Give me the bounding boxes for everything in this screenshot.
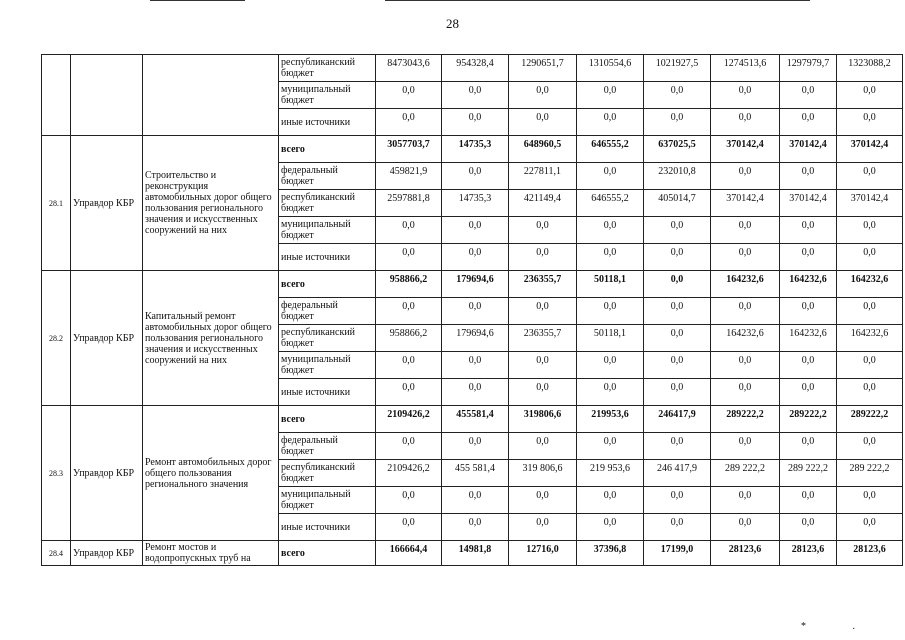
value-cell: 0,0 (837, 379, 903, 406)
funding-source-cell: всего (279, 271, 376, 298)
funding-source-cell: иные источники (279, 109, 376, 136)
value-cell: 0,0 (644, 217, 711, 244)
value-cell: 289222,2 (780, 406, 837, 433)
value-cell: 637025,5 (644, 136, 711, 163)
value-cell: 0,0 (644, 379, 711, 406)
row-index: 28.4 (42, 541, 71, 566)
value-cell: 219953,6 (577, 406, 644, 433)
value-cell: 646555,2 (577, 190, 644, 217)
value-cell: 0,0 (837, 217, 903, 244)
value-cell: 0,0 (376, 433, 442, 460)
value-cell: 958866,2 (376, 271, 442, 298)
value-cell: 370142,4 (780, 136, 837, 163)
value-cell: 455 581,4 (442, 460, 509, 487)
funding-source-cell: всего (279, 136, 376, 163)
value-cell: 0,0 (711, 352, 780, 379)
description-cell (143, 55, 279, 136)
value-cell: 0,0 (711, 163, 780, 190)
value-cell: 0,0 (577, 379, 644, 406)
value-cell: 0,0 (376, 379, 442, 406)
funding-source-cell: республиканский бюджет (279, 55, 376, 82)
value-cell: 0,0 (442, 244, 509, 271)
funding-source-cell: федеральный бюджет (279, 298, 376, 325)
funding-source-cell: иные источники (279, 514, 376, 541)
funding-source-cell: всего (279, 406, 376, 433)
value-cell: 164232,6 (711, 271, 780, 298)
value-cell: 0,0 (780, 379, 837, 406)
value-cell: 0,0 (442, 109, 509, 136)
value-cell: 459821,9 (376, 163, 442, 190)
value-cell: 0,0 (376, 514, 442, 541)
row-index: 28.1 (42, 136, 71, 271)
value-cell: 1323088,2 (837, 55, 903, 82)
value-cell: 0,0 (711, 433, 780, 460)
value-cell: 0,0 (509, 217, 577, 244)
funding-source-cell: республиканский бюджет (279, 325, 376, 352)
value-cell: 50118,1 (577, 325, 644, 352)
description-cell: Капитальный ремонт автомобильных дорог общего пользования регионального значения и искусственных сооружений на них (143, 271, 279, 406)
value-cell: 0,0 (780, 163, 837, 190)
value-cell: 236355,7 (509, 325, 577, 352)
funding-source-cell: муниципальный бюджет (279, 82, 376, 109)
value-cell: 0,0 (644, 298, 711, 325)
value-cell: 28123,6 (711, 541, 780, 566)
value-cell: 0,0 (644, 82, 711, 109)
value-cell: 3057703,7 (376, 136, 442, 163)
budget-table (41, 54, 903, 566)
value-cell: 0,0 (509, 433, 577, 460)
value-cell: 164232,6 (837, 271, 903, 298)
value-cell: 0,0 (442, 298, 509, 325)
value-cell: 17199,0 (644, 541, 711, 566)
value-cell: 0,0 (837, 244, 903, 271)
executor-cell: Управдор КБР (71, 136, 143, 271)
value-cell: 958866,2 (376, 325, 442, 352)
value-cell: 0,0 (376, 109, 442, 136)
value-cell: 0,0 (442, 487, 509, 514)
description-cell: Ремонт автомобильных дорог общего пользования регионального значения (143, 406, 279, 541)
value-cell: 1310554,6 (577, 55, 644, 82)
value-cell: 0,0 (577, 82, 644, 109)
value-cell: 0,0 (837, 82, 903, 109)
value-cell: 0,0 (577, 244, 644, 271)
value-cell: 0,0 (837, 298, 903, 325)
value-cell: 0,0 (780, 244, 837, 271)
value-cell: 179694,6 (442, 325, 509, 352)
value-cell: 0,0 (376, 298, 442, 325)
value-cell: 0,0 (442, 514, 509, 541)
value-cell: 421149,4 (509, 190, 577, 217)
value-cell: 0,0 (509, 244, 577, 271)
value-cell: 0,0 (577, 514, 644, 541)
value-cell: 246417,9 (644, 406, 711, 433)
executor-cell: Управдор КБР (71, 271, 143, 406)
value-cell: 0,0 (644, 271, 711, 298)
value-cell: 1021927,5 (644, 55, 711, 82)
executor-cell: Управдор КБР (71, 406, 143, 541)
value-cell: 2109426,2 (376, 460, 442, 487)
value-cell: 0,0 (837, 109, 903, 136)
value-cell: 164232,6 (837, 325, 903, 352)
funding-source-cell: республиканский бюджет (279, 190, 376, 217)
value-cell: 0,0 (780, 109, 837, 136)
description-cell: Строительство и реконструкция автомобильных дорог общего пользования регионального значения и искусственных сооружений на них (143, 136, 279, 271)
value-cell: 0,0 (644, 325, 711, 352)
value-cell: 14981,8 (442, 541, 509, 566)
table-row (42, 55, 903, 82)
value-cell: 0,0 (509, 82, 577, 109)
value-cell: 289 222,2 (711, 460, 780, 487)
value-cell: 319 806,6 (509, 460, 577, 487)
value-cell: 0,0 (577, 433, 644, 460)
value-cell: 219 953,6 (577, 460, 644, 487)
value-cell: 0,0 (837, 487, 903, 514)
value-cell: 370142,4 (711, 136, 780, 163)
value-cell: 0,0 (509, 352, 577, 379)
value-cell: 0,0 (644, 244, 711, 271)
value-cell: 405014,7 (644, 190, 711, 217)
row-index (42, 55, 71, 136)
value-cell: 319806,6 (509, 406, 577, 433)
value-cell: 1297979,7 (780, 55, 837, 82)
value-cell: 0,0 (711, 109, 780, 136)
value-cell: 954328,4 (442, 55, 509, 82)
funding-source-cell: муниципальный бюджет (279, 487, 376, 514)
value-cell: 0,0 (711, 82, 780, 109)
value-cell: 0,0 (376, 487, 442, 514)
value-cell: 370142,4 (837, 136, 903, 163)
value-cell: 0,0 (376, 217, 442, 244)
value-cell: 28123,6 (837, 541, 903, 566)
value-cell: 0,0 (780, 433, 837, 460)
value-cell: 0,0 (644, 433, 711, 460)
value-cell: 14735,3 (442, 136, 509, 163)
value-cell: 232010,8 (644, 163, 711, 190)
value-cell: 0,0 (780, 487, 837, 514)
funding-source-cell: иные источники (279, 379, 376, 406)
funding-source-cell: муниципальный бюджет (279, 217, 376, 244)
value-cell: 0,0 (577, 298, 644, 325)
value-cell: 0,0 (376, 244, 442, 271)
value-cell: 455581,4 (442, 406, 509, 433)
value-cell: 8473043,6 (376, 55, 442, 82)
value-cell: 12716,0 (509, 541, 577, 566)
value-cell: 50118,1 (577, 271, 644, 298)
value-cell: 0,0 (644, 352, 711, 379)
value-cell: 2109426,2 (376, 406, 442, 433)
value-cell: 0,0 (509, 487, 577, 514)
table-row (42, 271, 903, 298)
top-rule-right (385, 0, 810, 1)
value-cell: 164232,6 (780, 325, 837, 352)
value-cell: 0,0 (644, 514, 711, 541)
value-cell: 0,0 (711, 379, 780, 406)
value-cell: 0,0 (577, 163, 644, 190)
value-cell: 1290651,7 (509, 55, 577, 82)
value-cell: 0,0 (442, 352, 509, 379)
row-index: 28.3 (42, 406, 71, 541)
value-cell: 0,0 (577, 487, 644, 514)
page-number: 28 (446, 16, 459, 31)
value-cell: 0,0 (780, 217, 837, 244)
value-cell: 370142,4 (780, 190, 837, 217)
value-cell: 0,0 (442, 163, 509, 190)
top-rule-left (150, 0, 245, 1)
value-cell: 37396,8 (577, 541, 644, 566)
value-cell: 2597881,8 (376, 190, 442, 217)
value-cell: 0,0 (376, 352, 442, 379)
funding-source-cell: федеральный бюджет (279, 163, 376, 190)
value-cell: 0,0 (376, 82, 442, 109)
value-cell: 0,0 (577, 109, 644, 136)
value-cell: 236355,7 (509, 271, 577, 298)
value-cell: 0,0 (780, 514, 837, 541)
value-cell: 164232,6 (711, 325, 780, 352)
value-cell: 0,0 (711, 487, 780, 514)
table-row (42, 406, 903, 433)
value-cell: 0,0 (509, 379, 577, 406)
value-cell: 0,0 (509, 514, 577, 541)
value-cell: 289222,2 (711, 406, 780, 433)
table-row (42, 136, 903, 163)
value-cell: 289222,2 (837, 406, 903, 433)
value-cell: 0,0 (837, 514, 903, 541)
value-cell: 0,0 (442, 433, 509, 460)
funding-source-cell: муниципальный бюджет (279, 352, 376, 379)
value-cell: 0,0 (577, 352, 644, 379)
value-cell: 0,0 (711, 217, 780, 244)
value-cell: 289 222,2 (837, 460, 903, 487)
value-cell: 28123,6 (780, 541, 837, 566)
value-cell: 0,0 (780, 298, 837, 325)
description-cell: Ремонт мостов и водопропускных труб на (143, 541, 279, 566)
value-cell: 14735,3 (442, 190, 509, 217)
value-cell: 0,0 (644, 109, 711, 136)
executor-cell: Управдор КБР (71, 541, 143, 566)
value-cell: 0,0 (442, 82, 509, 109)
value-cell: 289 222,2 (780, 460, 837, 487)
value-cell: 648960,5 (509, 136, 577, 163)
value-cell: 0,0 (711, 244, 780, 271)
value-cell: 0,0 (711, 514, 780, 541)
value-cell: 0,0 (577, 217, 644, 244)
value-cell: 0,0 (837, 433, 903, 460)
executor-cell (71, 55, 143, 136)
value-cell: 0,0 (837, 163, 903, 190)
value-cell: 0,0 (442, 217, 509, 244)
funding-source-cell: федеральный бюджет (279, 433, 376, 460)
value-cell: 0,0 (644, 487, 711, 514)
value-cell: 370142,4 (711, 190, 780, 217)
value-cell: 179694,6 (442, 271, 509, 298)
value-cell: 0,0 (780, 82, 837, 109)
value-cell: 0,0 (837, 352, 903, 379)
funding-source-cell: всего (279, 541, 376, 566)
row-index: 28.2 (42, 271, 71, 406)
value-cell: 0,0 (780, 352, 837, 379)
funding-source-cell: иные источники (279, 244, 376, 271)
value-cell: 646555,2 (577, 136, 644, 163)
value-cell: 0,0 (509, 109, 577, 136)
value-cell: 246 417,9 (644, 460, 711, 487)
value-cell: 370142,4 (837, 190, 903, 217)
value-cell: 227811,1 (509, 163, 577, 190)
page-corner-marks: * . (801, 621, 877, 632)
value-cell: 0,0 (442, 379, 509, 406)
value-cell: 164232,6 (780, 271, 837, 298)
funding-source-cell: республиканский бюджет (279, 460, 376, 487)
value-cell: 166664,4 (376, 541, 442, 566)
table-row (42, 541, 903, 566)
value-cell: 0,0 (509, 298, 577, 325)
value-cell: 1274513,6 (711, 55, 780, 82)
value-cell: 0,0 (711, 298, 780, 325)
